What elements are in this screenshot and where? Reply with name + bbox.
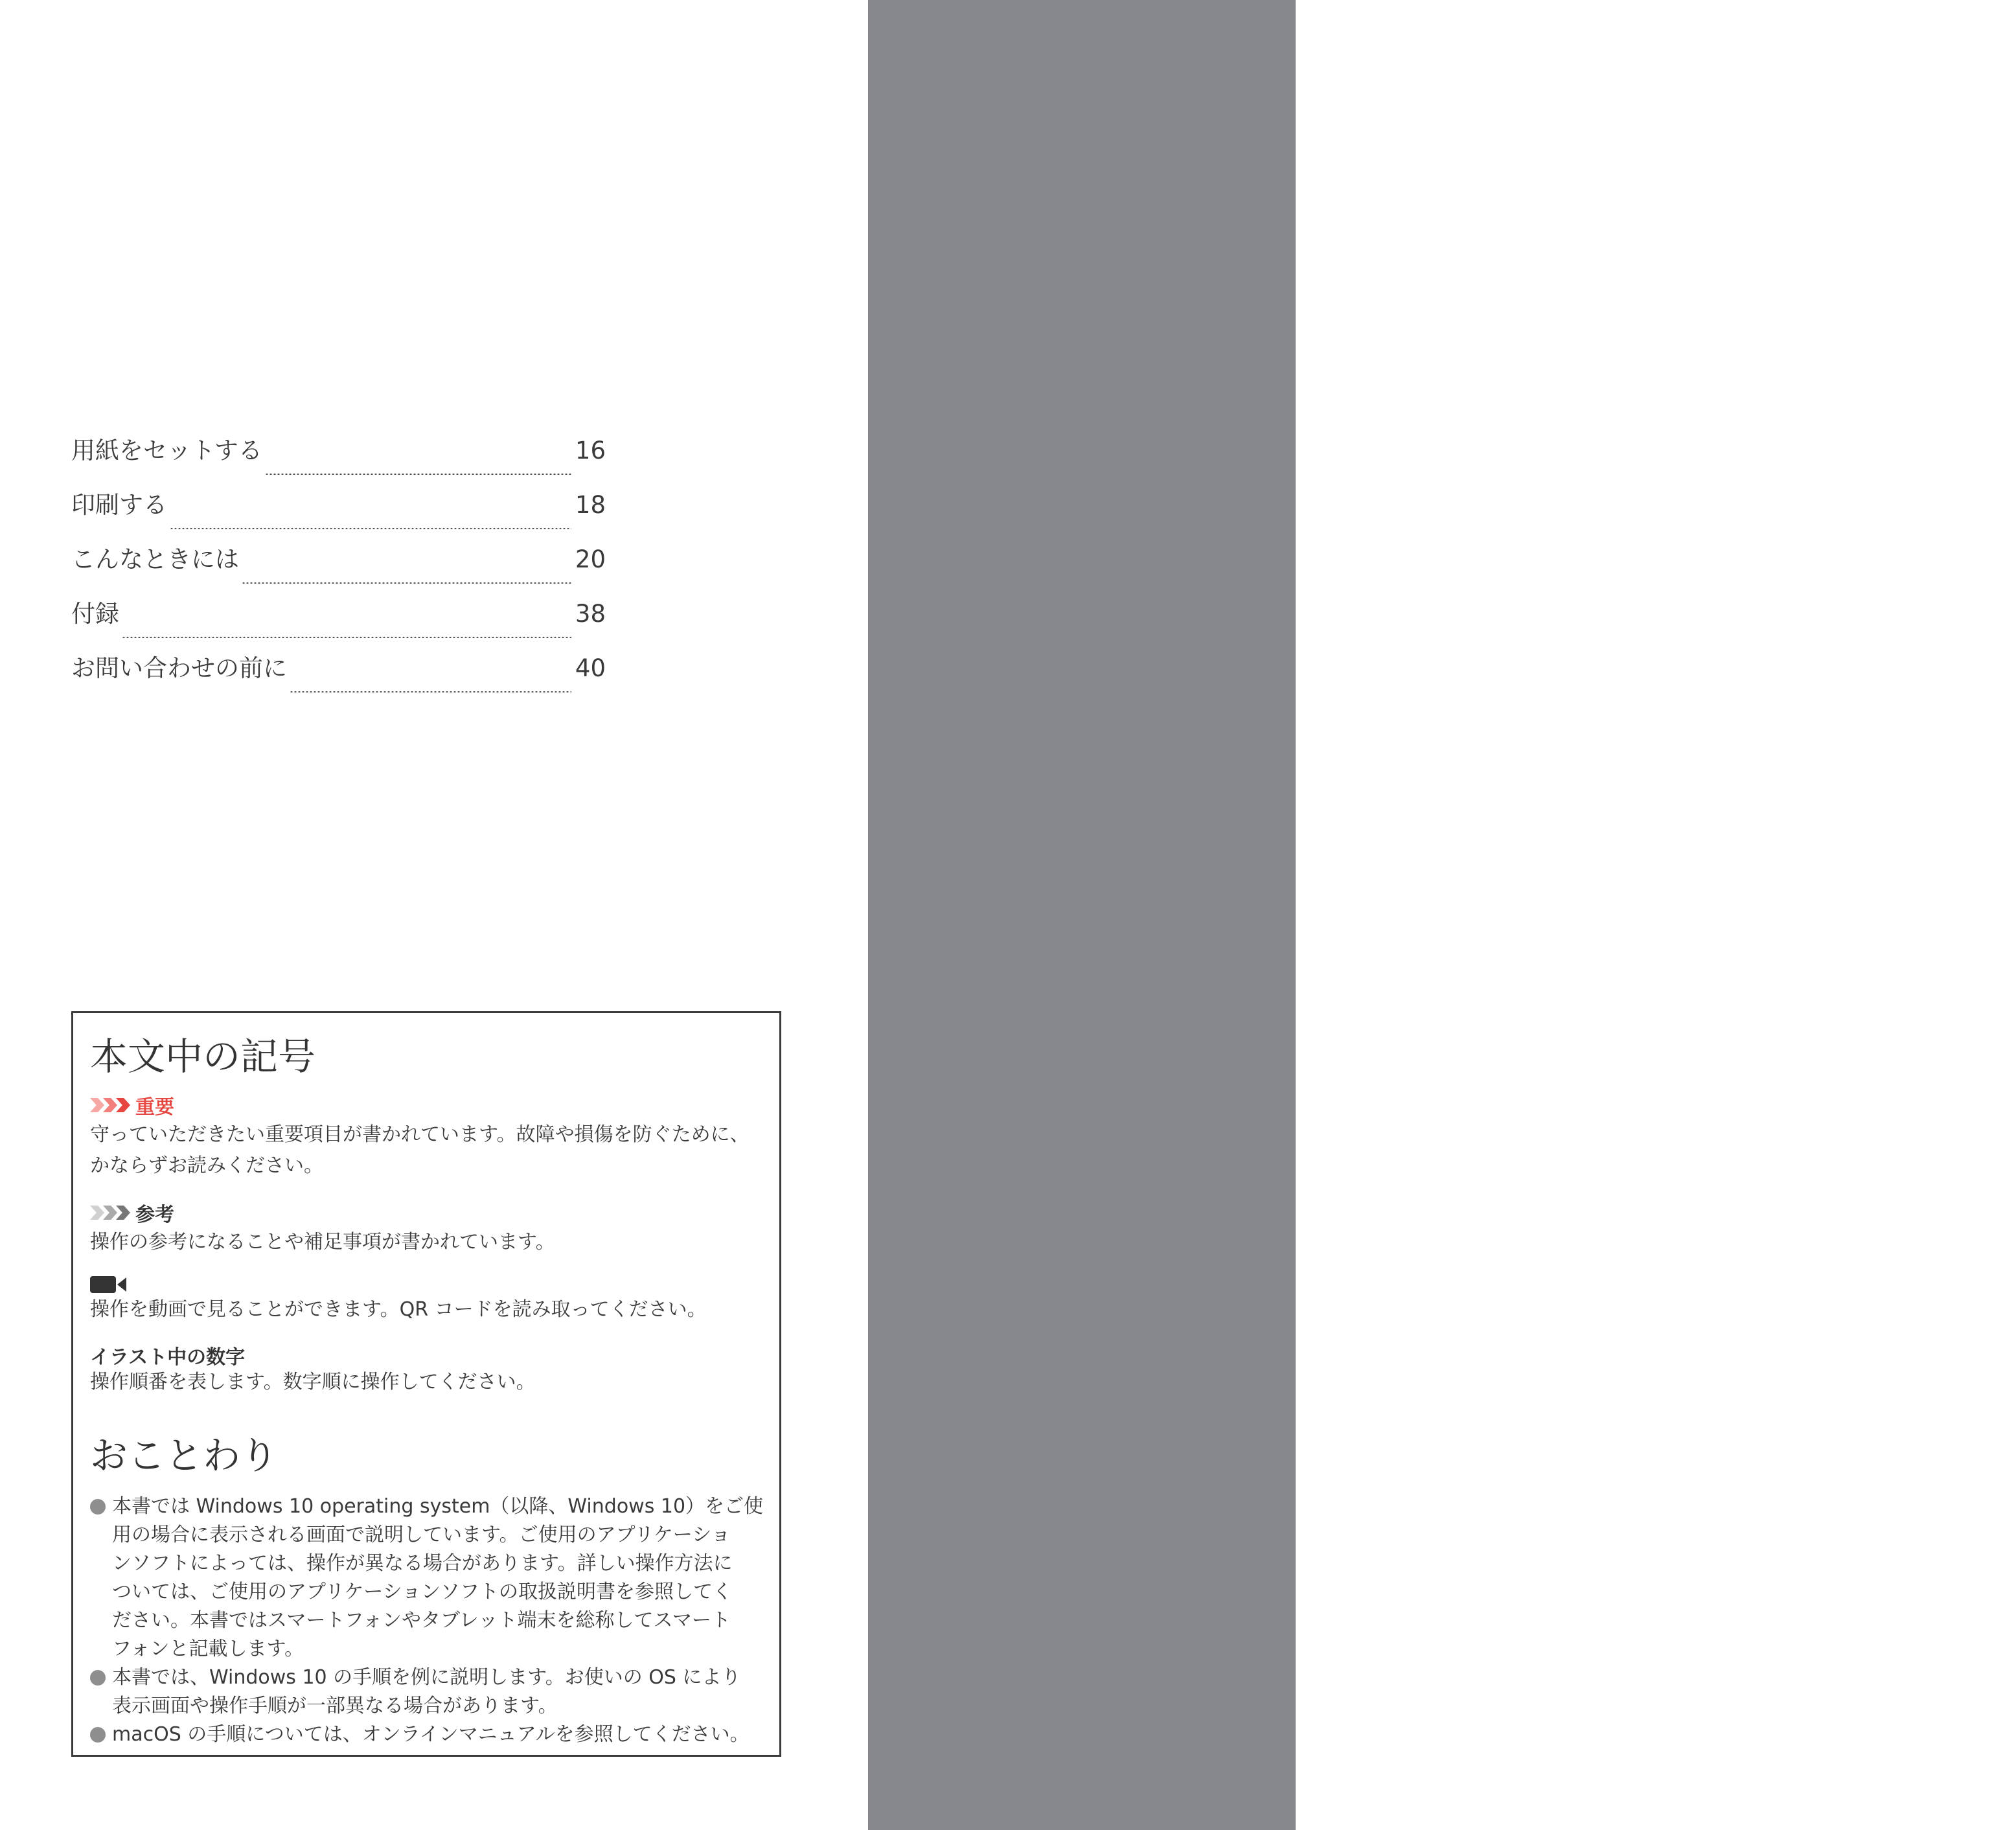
toc-page-number: 16 xyxy=(575,437,606,464)
toc-item-troubleshooting[interactable] xyxy=(71,540,606,594)
notice-line: 本書では、Windows 10 の手順を例に説明します。お使いの OS により xyxy=(112,1666,741,1689)
toc-item-load-paper[interactable] xyxy=(71,431,606,485)
important-description xyxy=(90,1119,770,1182)
illustration-numbers-description: 操作順番を表します。数字順に操作してください。 xyxy=(90,1371,536,1393)
notice-line: 表示画面や操作手順が一部異なる場合があります。 xyxy=(112,1695,558,1717)
reference-label-text: 参考 xyxy=(135,1204,174,1226)
reference-description: 操作の参考になることや補足事項が書かれています。 xyxy=(90,1231,555,1253)
toc-leader-dots xyxy=(290,691,571,692)
toc-page-number: 20 xyxy=(575,545,606,573)
toc-label: こんなときには xyxy=(71,545,239,573)
triple-chevron-gray-icon xyxy=(90,1206,129,1220)
list-item xyxy=(90,1493,770,1664)
video-description: 操作を動画で見ることができます。QR コードを読み取ってください。 xyxy=(90,1298,707,1321)
toc-item-printing[interactable] xyxy=(71,485,606,540)
toc-page-number: 18 xyxy=(575,491,606,519)
illustration-numbers-label xyxy=(90,1341,245,1369)
toc-item-before-contact[interactable] xyxy=(71,648,606,703)
toc-label: 用紙をセットする xyxy=(71,437,262,464)
notice-heading: おことわり xyxy=(90,1434,279,1478)
notice-line: 用の場合に表示される画面で説明しています。ご使用のアプリケーショ xyxy=(112,1524,731,1546)
notice-line: ついては、ご使用のアプリケーションソフトの取扱説明書を参照してく xyxy=(112,1581,732,1603)
list-item xyxy=(90,1721,770,1749)
important-description-line-2: かならずお読みください。 xyxy=(90,1154,323,1177)
toc-leader-dots xyxy=(242,582,571,584)
toc-item-appendix[interactable] xyxy=(71,594,606,648)
toc-leader-dots xyxy=(170,528,571,529)
toc-label: お問い合わせの前に xyxy=(71,654,287,682)
notice-list xyxy=(90,1493,770,1749)
section-title-line-1: 基本の xyxy=(1793,434,1960,499)
toc-leader-dots xyxy=(265,474,571,475)
toc-page-number: 40 xyxy=(575,654,606,682)
bullet-icon xyxy=(90,1727,106,1743)
notice-line: macOS の手順については、オンラインマニュアルを参照してください。 xyxy=(112,1723,750,1746)
illustration-numbers-label-text: イラスト中の数字 xyxy=(90,1346,246,1369)
section-title-line-2: 使いかた xyxy=(1793,501,2016,566)
symbols-heading: 本文中の記号 xyxy=(90,1035,316,1079)
video-camera-icon xyxy=(90,1275,128,1294)
notice-line: 本書では Windows 10 operating system（以降、Windows 10）をご使 xyxy=(112,1495,764,1518)
bullet-icon xyxy=(90,1670,106,1686)
important-label xyxy=(90,1091,174,1119)
reference-label xyxy=(90,1198,174,1227)
important-description-line-1: 守っていただきたい重要項目が書かれています。故障や損傷を防ぐために、 xyxy=(90,1123,750,1146)
section-title xyxy=(1793,433,2016,567)
toc-leader-dots xyxy=(122,637,571,638)
bullet-icon xyxy=(90,1499,106,1515)
notes-box xyxy=(71,1011,781,1757)
notice-line: フォンと記載します。 xyxy=(112,1638,304,1660)
triple-chevron-red-icon xyxy=(90,1098,129,1112)
toc-page-number: 38 xyxy=(575,600,606,628)
list-item xyxy=(90,1664,770,1721)
section-side-band xyxy=(868,0,2016,1830)
notice-line: ンソフトによっては、操作が異なる場合があります。詳しい操作方法に xyxy=(112,1552,733,1575)
toc-label: 付録 xyxy=(71,600,119,628)
table-of-contents xyxy=(71,431,606,703)
toc-label: 印刷する xyxy=(71,491,167,519)
notice-line: ださい。本書ではスマートフォンやタブレット端末を総称してスマート xyxy=(112,1609,731,1632)
important-label-text: 重要 xyxy=(135,1096,174,1119)
